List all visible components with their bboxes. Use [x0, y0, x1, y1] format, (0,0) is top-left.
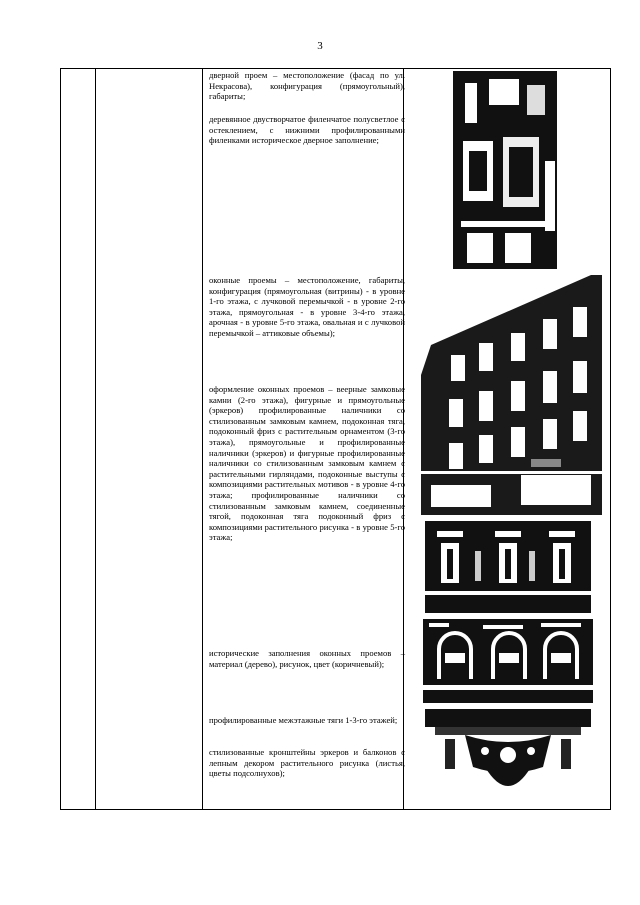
text-window-decor: оформление оконных проемов – веерные замковые камни (2-го этажа), фигурные и прямоугольные (эркеров) профилированные наличники со стилизованным замковым камнем, подоконная тяга, подоконный фриз с растительным орнаментом (3-го этажа), прямоугольные и профилированные наличники (эркеров) и фигурные профилированные наличники со стилизованным замковым камнем с растительными гирляндами, подоконные выступы с композициями растительных мотивов - в уровне 4-го этажа; профилированные наличники со стилизованным замковым камнем, соединенные тягой, подоконная тяга подоконный фриз с композициями растительного рисунка - в уровне 5-го этажа; [209, 384, 405, 543]
text-door-opening: дверной проем – местоположение (фасад по ул. Некрасова), конфигурация (прямоугольный), габариты; [209, 70, 405, 102]
column-divider [202, 69, 203, 809]
description-table [60, 68, 611, 810]
door-photo [443, 71, 567, 269]
facade-photo [421, 275, 602, 515]
text-window-openings: оконные проемы – местоположение, габариты, конфигурация (прямоугольная (витрины) - в уровне 1-го этажа, с лучковой перемычкой - в уровне 2-го этажа, прямоугольная - в уровне 3-4-го этажа, арочная - в уровне 5-го этажа, овальная и с лучковой перемычкой – аттиковые объемы); [209, 275, 405, 338]
text-cornices: профилированные межэтажные тяги 1-3-го этажей; [209, 715, 398, 725]
page-number: 3 [317, 40, 323, 52]
windows-photo-level-4 [425, 521, 591, 613]
text-window-fills: исторические заполнения оконных проемов – материал (дерево), рисунок, цвет (коричневый); [209, 648, 405, 669]
text-door-fill: деревянное двустворчатое филенчатое полусветлое с остеклением, с нижними профилированными филенками историческое дверное заполнение; [209, 114, 405, 146]
column-divider [95, 69, 96, 809]
text-brackets: стилизованные кронштейны эркеров и балконов с лепным декором растительного рисунка (листья, цветы подсолнухов); [209, 747, 405, 779]
brackets-photo [425, 709, 591, 805]
windows-photo-level-5 [423, 619, 593, 703]
